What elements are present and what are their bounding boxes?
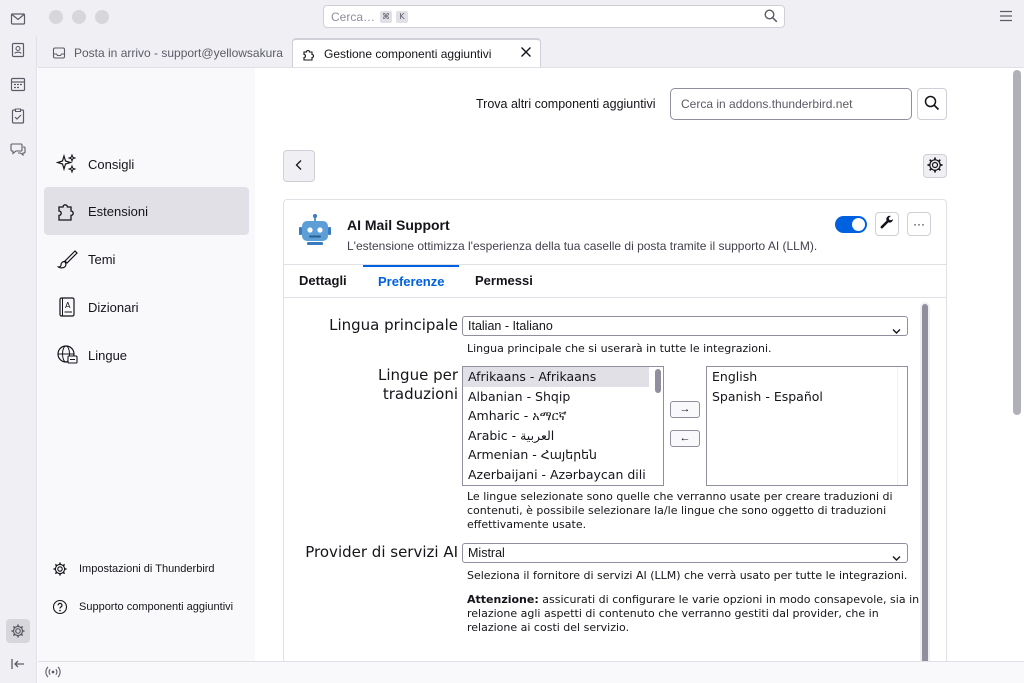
footer-link-label: Supporto componenti aggiuntivi [79,601,234,613]
list-item[interactable]: Spanish - Español [712,388,823,404]
chevron-down-icon [892,549,901,567]
preferences-panel [284,299,947,679]
warning-line-3: relazione ai costi del servizio. [467,621,630,634]
remove-language-button[interactable] [670,430,700,447]
address-book-icon[interactable] [10,42,28,60]
puzzle-icon [56,200,78,222]
warning-label: Attenzione: [467,593,539,606]
app-menu-icon[interactable] [999,10,1013,25]
list-scrollbar[interactable] [897,367,907,485]
more-options-icon: ··· [913,217,925,231]
titlebar [0,0,1024,36]
category-languages[interactable] [44,331,249,379]
addons-tools-button[interactable] [923,154,947,178]
shortcut-cmd-key: ⌘ [382,12,390,21]
chevron-down-icon [892,322,901,340]
tab-details[interactable]: Dettagli [299,273,347,288]
main-language-value: Italian - Italiano [468,319,553,333]
list-item[interactable]: Azerbaijani - Azərbaycan dili [468,466,646,482]
addons-support-link[interactable] [52,599,233,615]
warning-text: assicurati di configurare le varie opzioni in modo consapevole, sia in [538,593,920,606]
addon-description: L'estensione ottimizza l'esperienza della tua caselle di posta tramite il supporto AI (LLM). [347,239,818,253]
tab-addons-manager[interactable] [292,38,541,67]
translation-languages-label-1: Lingue per [378,366,458,384]
category-recommendations[interactable] [44,140,249,188]
shortcut-k-key: K [396,11,408,23]
addon-card [283,199,947,679]
addon-more-options-button[interactable] [907,212,931,236]
warning-line-1 [467,593,919,607]
puzzle-icon [302,47,316,61]
list-item[interactable]: English [712,369,758,384]
translation-help-line-2: contenuti, è possibile selezionare la/le lingue che sono oggetto di traduzioni [467,504,887,517]
addon-detail-tabs [284,264,947,298]
tasks-icon[interactable] [10,108,28,126]
translation-help-line-3: effettivamente usate. [467,518,587,531]
gear-icon [926,156,944,177]
gear-icon [52,561,68,577]
tab-inbox-label: Posta in arrivo - support@yellowsakura [74,45,283,60]
addon-name: AI Mail Support [347,217,450,233]
thunderbird-settings-link[interactable] [52,561,215,577]
tab-inbox[interactable] [43,38,289,67]
robot-icon [298,213,332,250]
list-item[interactable]: Albanian - Shqip [468,388,571,404]
ai-provider-label: Provider di servizi AI [305,543,458,561]
global-search-input[interactable] [323,5,785,28]
search-icon [924,95,940,114]
connection-status-icon[interactable] [45,665,61,682]
ai-provider-help: Seleziona il fornitore di servizi AI (LLM) che verrà usato per tutte le integrazioni. [467,569,908,582]
inbox-icon [52,46,66,60]
available-languages-list[interactable] [462,366,664,486]
page-scrollbar-thumb[interactable] [1013,70,1021,415]
category-label: Estensioni [88,203,148,219]
search-icon [764,9,778,26]
status-bar [38,661,1024,683]
zoom-window-button[interactable] [95,10,109,24]
back-button[interactable] [283,150,315,182]
list-item[interactable]: Amharic - አማርኛ [468,408,567,423]
wrench-icon [879,215,895,234]
main-language-select[interactable] [462,316,908,336]
help-icon [52,599,68,615]
list-item[interactable]: Arabic - العربية [468,427,555,443]
ai-provider-select[interactable] [462,543,908,563]
globe-icon [56,344,78,366]
categories-sidebar [38,68,255,662]
footer-link-label: Impostazioni di Thunderbird [79,563,215,575]
translation-languages-label-2: traduzioni [382,385,458,403]
category-extensions[interactable] [44,187,249,235]
list-item[interactable]: Armenian - Հայերեն [468,447,597,462]
close-tab-icon[interactable] [520,46,532,61]
gear-icon [10,623,26,642]
find-more-label: Trova altri componenti aggiuntivi [476,97,656,111]
tab-addons-label: Gestione componenti aggiuntivi [324,46,492,61]
brush-icon [56,248,78,270]
mail-icon[interactable] [10,11,28,29]
dictionary-icon [56,296,78,318]
ai-provider-value: Mistral [468,546,505,560]
list-item[interactable]: Afrikaans - Afrikaans [463,367,649,387]
addons-search-input[interactable]: Cerca in addons.thunderbird.net [670,88,912,120]
tab-preferences[interactable]: Preferenze [363,265,459,297]
svg-text:A: A [65,301,71,310]
category-themes[interactable] [44,235,249,283]
tab-strip [37,36,1024,67]
sparkles-icon [56,153,78,175]
addons-search-button[interactable] [917,88,947,120]
category-dictionaries[interactable] [44,283,249,331]
main-language-help: Lingua principale che si userarà in tutte le integrazioni. [467,342,772,355]
addon-enable-toggle[interactable] [835,216,867,233]
chevron-left-icon [294,159,304,174]
arrow-left-icon: ← [679,432,691,444]
main-language-label: Lingua principale [329,316,458,334]
category-label: Temi [88,251,116,267]
category-label: Dizionari [88,299,139,315]
collapse-spaces-icon[interactable] [10,656,28,674]
warning-line-2: relazione agli aspetti di contenuto che verranno gestiti dal provider, che in [467,607,879,620]
add-language-button[interactable] [670,401,700,418]
addons-manager [38,67,1024,661]
calendar-icon[interactable] [10,76,28,94]
addon-preferences-button[interactable] [875,212,899,236]
list-scrollbar-thumb[interactable] [655,369,661,393]
tab-permissions[interactable]: Permessi [475,273,533,288]
preferences-scrollbar-thumb[interactable] [922,304,928,679]
close-window-button[interactable] [49,10,63,24]
chat-icon[interactable] [10,141,28,159]
spaces-toolbar [0,36,37,683]
category-label: Lingue [88,347,128,363]
translation-help-line-1: Le lingue selezionate sono quelle che verranno usate per creare traduzioni di [467,490,893,503]
arrow-right-icon: → [679,403,691,415]
global-search-placeholder: Cerca… [331,10,376,24]
spaces-settings-button[interactable] [6,619,30,643]
category-label: Consigli [88,156,135,172]
minimize-window-button[interactable] [72,10,86,24]
selected-languages-list[interactable] [706,366,908,486]
addon-details-pane [255,68,1007,662]
